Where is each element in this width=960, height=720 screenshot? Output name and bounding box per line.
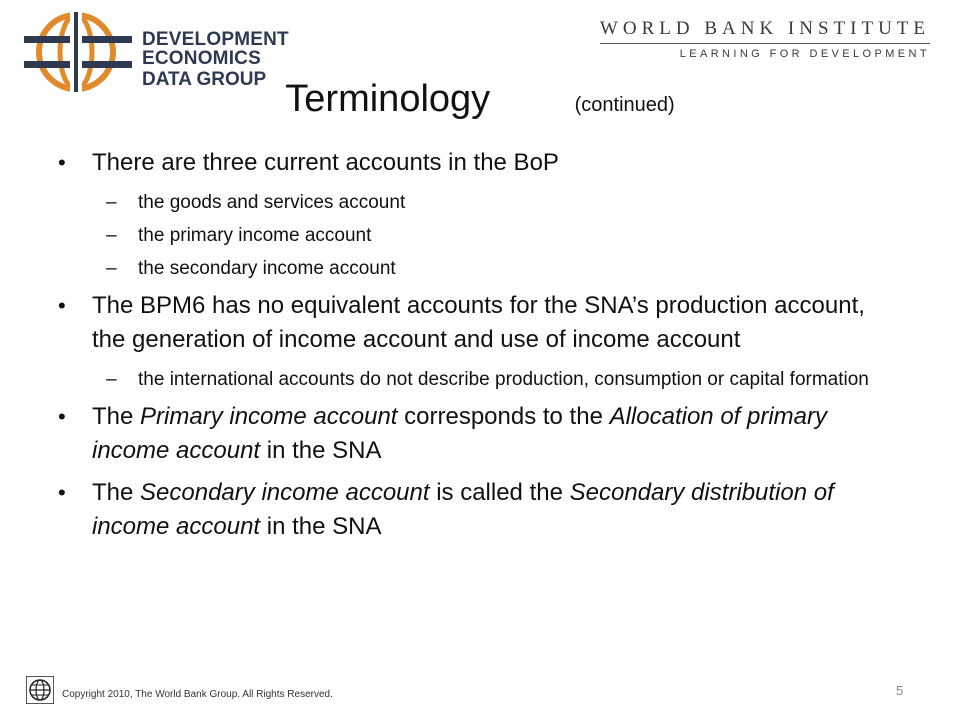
slide-title-suffix: (continued): [574, 94, 675, 116]
bullet-1: [58, 146, 898, 180]
sub-bullet-text: the primary income account: [138, 225, 372, 246]
bullet-dot: •: [58, 150, 66, 175]
page-number: 5: [896, 683, 904, 698]
dash: –: [106, 225, 117, 246]
sub-bullet: [58, 254, 898, 283]
text-run: corresponds to the: [397, 403, 610, 430]
text-run: The: [92, 403, 141, 430]
wbi-subtitle: LEARNING FOR DEVELOPMENT: [679, 48, 930, 60]
slide-body: [58, 146, 898, 552]
bullet-2-text: The BPM6 has no equivalent accounts for the SNA’s production account, the generation of income account and use of income account: [92, 292, 865, 353]
italic-run: Primary income account: [140, 403, 398, 430]
wbi-title: WORLD BANK INSTITUTE: [599, 18, 930, 39]
sub-bullet: [58, 188, 898, 217]
world-bank-globe-icon: [26, 676, 54, 704]
wbi-divider: [600, 43, 930, 44]
bullet-dot: •: [58, 293, 66, 318]
footer: [26, 676, 333, 704]
bullet-dot: •: [58, 480, 66, 505]
text-run: is called the: [429, 479, 570, 506]
dash: –: [106, 258, 117, 279]
italic-run: Secondary income account: [140, 479, 430, 506]
sub-bullet-text: the secondary income account: [138, 258, 396, 279]
copyright-text: Copyright 2010, The World Bank Group. All Rights Reserved.: [62, 689, 333, 700]
dash: –: [106, 192, 117, 213]
dash: –: [106, 369, 117, 390]
bullet-3-text: [92, 403, 827, 464]
dec-logo-line2: DATA GROUP: [142, 69, 267, 90]
bullet-4: [58, 476, 898, 544]
slide-title: [0, 78, 960, 121]
sub-bullet-text: the international accounts do not describe production, consumption or capital formation: [138, 369, 869, 390]
bullet-2: [58, 289, 898, 357]
dec-logo-line1: DEVELOPMENT ECONOMICS: [142, 29, 289, 69]
sub-bullet-text: the goods and services account: [138, 192, 406, 213]
bullet-4-text: [92, 479, 834, 540]
bullet-1-text: There are three current accounts in the BoP: [92, 149, 559, 176]
text-run: The: [92, 479, 141, 506]
text-run: in the SNA: [260, 437, 382, 464]
sub-bullet: [58, 365, 898, 394]
sub-bullet: [58, 221, 898, 250]
bullet-3: [58, 400, 898, 468]
bullet-dot: •: [58, 404, 66, 429]
text-run: in the SNA: [260, 513, 382, 540]
italic-run: Allocation of primary income account: [92, 403, 828, 464]
wbi-logo: [600, 18, 930, 60]
slide-title-main: Terminology: [285, 78, 491, 120]
italic-run: Secondary distribution of income account: [92, 479, 834, 540]
